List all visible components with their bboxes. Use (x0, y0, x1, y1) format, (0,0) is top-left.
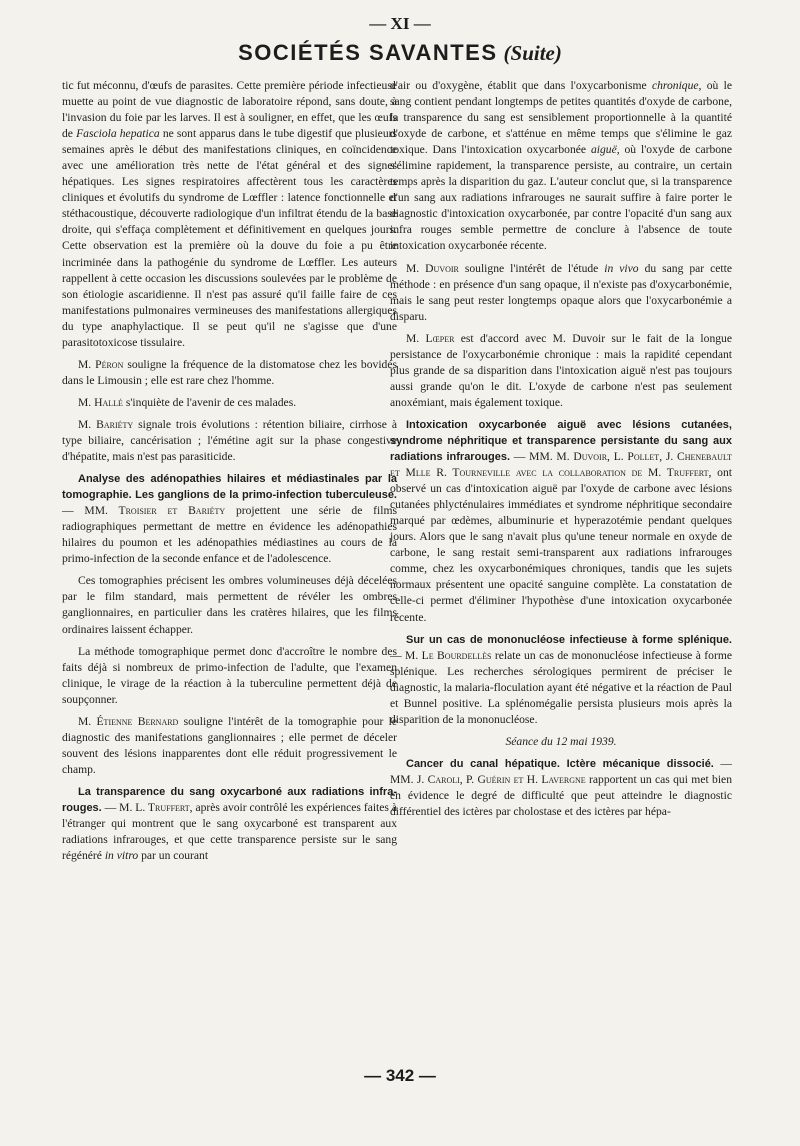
section-heading-paragraph: Sur un cas de mononucléose infectieuse à forme splénique. — M. Le Bourdellès relate un cas de mononucléose infectieuse à forme splénique. Les recherches sérologiques permirent de préciser le diagnostic, la malaria-floculation ayant été négative et la réaction de Paul et Bunnel positive. La splénomégalie persista plusieurs mois après la disparition de la mononucléose. (390, 633, 732, 726)
title-text: SOCIÉTÉS SAVANTES (238, 40, 498, 65)
section-heading-paragraph: Analyse des adénopathies hilaires et médiastinales par la tomographie. Les ganglions de la primo-infection tuberculeuse. — MM. Troisier et Bariéty projettent une série de films radiographiques permettant de mettre en évidence les adénopathies hilaires du poumon et les adénopathies médiastines au cours de la primo-infection de la seconde enfance et de l'adolescence. (62, 473, 397, 566)
section-heading: Sur un cas de mononucléose infectieuse à forme splénique. (406, 633, 732, 646)
page-number: — 342 — (364, 1066, 436, 1085)
title-subtitle: (Suite) (503, 41, 562, 65)
paragraph: M. Bariéty signale trois évolutions : rétention biliaire, cirrhose à type biliaire, cancérisation ; l'émétine agit sur la phase congestive d'hépatite, mais n'est pas parasiticide. (62, 417, 398, 464)
section-heading-paragraph: Cancer du canal hépatique. Ictère mécanique dissocié. — MM. J. Caroli, P. Guérin et H. Lavergne rapportent un cas qui met bien en évidence le degré de difficulté que peut atteindre le diagnostic différentiel des ictères par cholostase et des ictères par hépa- (390, 756, 732, 819)
paragraph: M. Hallé s'inquiète de l'avenir de ces malades. (78, 395, 297, 409)
paragraph: M. Lœper est d'accord avec M. Duvoir sur le fait de la longue persistance de l'oxycarbonémie chronique : mais la rapidité cependant plus grande de sa disparition dans l'intoxication aiguë n'est pas toujours aussi grande qu'on le dit. L'oxyde de carbone n'est pas seulement anoxémiant, mais également toxique. (390, 331, 732, 409)
section-heading: Cancer du canal hépatique. Ictère mécanique dissocié. (406, 757, 714, 770)
paragraph: d'air ou d'oxygène, établit que dans l'oxycarbonisme chronique, où le sang contient pendant longtemps de petites quantités d'oxyde de carbone, la transparence du sang est sensiblement proportionnelle à la quantité d'oxyde de carbone, et s'atténue en même temps que s'élimine le gaz toxique. Dans l'intoxication oxycarbonée aiguë, où l'oxyde de carbone s'élimine rapidement, la transparence persiste, au contraire, un certain temps après la disparition du gaz. L'auteur conclut que, si la transparence d'un sang aux radiations infrarouges ne saurait suffire à faire porter le diagnostic d'intoxication oxycarbonée, par contre l'opacité d'un sang aux infra rouges semble permettre de conclure à l'absence de toute intoxication oxycarbonée récente. (390, 79, 732, 253)
section-heading: La transparence du sang oxycarboné aux radiations infra-rouges. (62, 785, 397, 814)
paragraph: M. Étienne Bernard souligne l'intérêt de la tomographie pour le diagnostic des manifestations ganglionnaires ; elle permet de déceler souvent des lésions inapparentes dont elle réduit progressivement le champ. (62, 714, 397, 776)
paragraph: tic fut méconnu, d'œufs de parasites. Cette première période infectieuse muette au point de vue diagnostic de laboratoire répond, sans doute, à l'invasion du foie par les larves. Il est à souligner, en effet, que les œufs de Fasciola hepatica ne sont apparus dans le tube digestif que plusieurs semaines après le début des manifestations cliniques, en coïncidence avec une amélioration très nette de l'état général et des signes hépatiques. Les signes respiratoires affectèrent tous les caractères cliniques et évolutifs du syndrome de Lœffler : latence fonctionnelle et stéthacoustique, découverte radiologique d'un infiltrat étendu de la base droite, qui s'effaça complètement et définitivement en quelques jours. Cette observation est la première où la douve du foie a pu être incriminée dans la pathogénie du syndrome de Lœffler. Les auteurs rappellent à cette occasion les discussions soulevées par le problème de son étiologie ascaridienne. Il n'est pas assuré qu'il faille faire de ces manifestations pulmonaires vermineuses des manifestations allergiques du type anaphylactique. Il se peut qu'il ne s'agisse que d'une parasitotoxicose tissulaire. (62, 79, 397, 349)
paragraph: Ces tomographies précisent les ombres volumineuses déjà décelées par le film standard, mais permettent de révéler les ombres ganglionnaires, en particulier dans les cratères hilaires, que les films ordinaires laissent échapper. (62, 574, 397, 636)
page-title (0, 40, 800, 66)
section-heading: Intoxication oxycarbonée aiguë avec lésions cutanées, syndrome néphritique et transparence persistante du sang aux radiations infrarouges. (390, 418, 732, 464)
page-roman-numeral: — XI — (369, 14, 431, 33)
right-column (390, 78, 732, 826)
paragraph: M. Duvoir souligne l'intérêt de l'étude in vivo du sang par cette méthode : en présence d'un sang opaque, il n'existe pas d'oxycarbonémie, mais le sang peut rester longtemps opaque alors que l'oxycarbonémie a disparu. (390, 261, 732, 323)
paragraph: M. Péron souligne la fréquence de la distomatose chez les bovidés dans le Limousin ; elle est rare chez l'homme. (62, 357, 397, 387)
section-heading: Analyse des adénopathies hilaires et médiastinales par la tomographie. Les ganglions de la primo-infection tuberculeuse. (62, 473, 397, 502)
left-column (62, 78, 397, 870)
section-heading-paragraph: Intoxication oxycarbonée aiguë avec lésions cutanées, syndrome néphritique et transparence persistante du sang aux radiations infrarouges. — MM. M. Duvoir, L. Pollet, J. Chenebault et Mlle R. Tourneville avec la collaboration de M. Truffert, ont observé un cas d'intoxication aiguë par l'oxyde de carbone avec lésions cutanées phlycténulaires immédiates et syndrome néphritique secondaire marqué par œdèmes, albuminurie et hyperazotémie pendant quelques jours. Alors que le sang n'avait plus qu'une teneur normale en oxyde de carbone, le sang restait semi-transparent aux radiations infrarouges comme, chez les oxycarbonémiques chroniques, tandis que les sujets normaux présentent une opacité sanguine complète. La constatation de celle-ci permet d'éliminer l'hypothèse d'une intoxication oxycarbonée récente. (390, 418, 732, 624)
session-date: Séance du 12 mai 1939. (505, 734, 617, 748)
section-heading-paragraph: La transparence du sang oxycarboné aux radiations infra-rouges. — M. L. Truffert, après avoir contrôlé les expériences faites à l'étranger qui montrent que le sang oxycarboné est transparent aux radiations infrarouges, et que cette transparence persiste sur le sang régénéré in vitro par un courant (62, 785, 397, 863)
paragraph: La méthode tomographique permet donc d'accroître le nombre des faits déjà si nombreux de primo-infection de l'adulte, que l'examen clinique, le virage de la réaction à la tuberculine permettent déjà de soupçonner. (62, 644, 397, 706)
